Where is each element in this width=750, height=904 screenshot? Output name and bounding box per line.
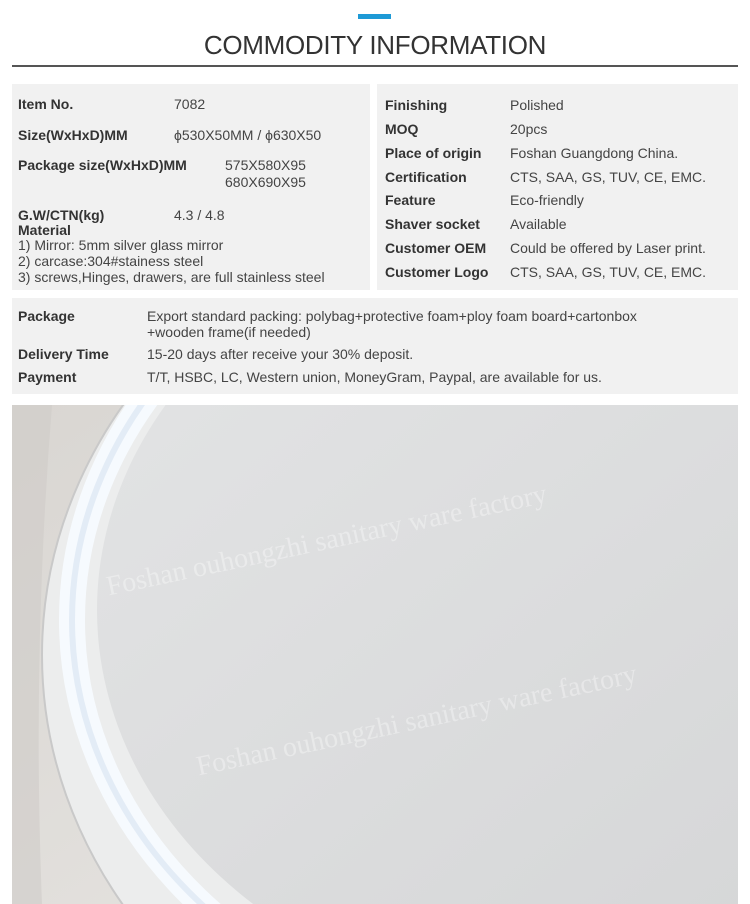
customer-logo-value: CTS, SAA, GS, TUV, CE, EMC. [510, 264, 707, 280]
page-title: COMMODITY INFORMATION [203, 30, 547, 60]
shaver-socket-value: Available [510, 216, 567, 232]
item-no-value: 7082 [174, 96, 206, 112]
feature-value: Eco-friendly [510, 192, 584, 208]
watermark-text: Foshan ouhongzhi sanitary ware factory [193, 658, 640, 783]
title-accent-bar [358, 14, 391, 19]
payment-value: T/T, HSBC, LC, Western union, MoneyGram, Paypal, are available for us. [147, 369, 602, 385]
size-label: Size(WxHxD)MM [18, 127, 128, 143]
payment-label: Payment [18, 369, 77, 385]
certification-label: Certification [385, 169, 467, 185]
package-value-1: Export standard packing: polybag+protective foam+ploy foam board+cartonbox [147, 308, 637, 324]
title-divider [12, 65, 738, 67]
item-no-label: Item No. [18, 96, 74, 112]
package-label: Package [18, 308, 75, 324]
finishing-label: Finishing [385, 97, 448, 113]
delivery-time-value: 15-20 days after receive your 30% deposit. [147, 346, 414, 362]
package-value-2: +wooden frame(if needed) [147, 324, 311, 340]
mirror-illustration [12, 405, 738, 904]
material-label: Material [18, 222, 71, 238]
customer-logo-label: Customer Logo [385, 264, 489, 280]
terms-panel [12, 298, 738, 394]
spec-panel-right [377, 84, 738, 290]
gw-ctn-label: G.W/CTN(kg) [18, 207, 105, 223]
origin-value: Foshan Guangdong China. [510, 145, 679, 161]
origin-label: Place of origin [385, 145, 482, 161]
package-size-value-1: 575X580X95 [225, 157, 306, 173]
package-size-label: Package size(WxHxD)MM [18, 157, 187, 173]
spec-panel-left [12, 84, 370, 290]
product-photo [12, 405, 738, 904]
material-line-1: 1) Mirror: 5mm silver glass mirror [18, 237, 224, 253]
moq-label: MOQ [385, 121, 419, 137]
size-value: ϕ530X50MM / ϕ630X50 [174, 127, 322, 143]
customer-oem-label: Customer OEM [385, 240, 487, 256]
feature-label: Feature [385, 192, 436, 208]
moq-value: 20pcs [510, 121, 548, 137]
customer-oem-value: Could be offered by Laser print. [510, 240, 706, 256]
shaver-socket-label: Shaver socket [385, 216, 480, 232]
finishing-value: Polished [510, 97, 564, 113]
package-size-value-2: 680X690X95 [225, 174, 306, 190]
material-line-3: 3) screws,Hinges, drawers, are full stainless steel [18, 269, 325, 285]
certification-value: CTS, SAA, GS, TUV, CE, EMC. [510, 169, 707, 185]
material-line-2: 2) carcase:304#stainess steel [18, 253, 204, 269]
delivery-time-label: Delivery Time [18, 346, 109, 362]
gw-ctn-value: 4.3 / 4.8 [174, 207, 225, 223]
watermark-text: Foshan ouhongzhi sanitary ware factory [103, 478, 550, 603]
